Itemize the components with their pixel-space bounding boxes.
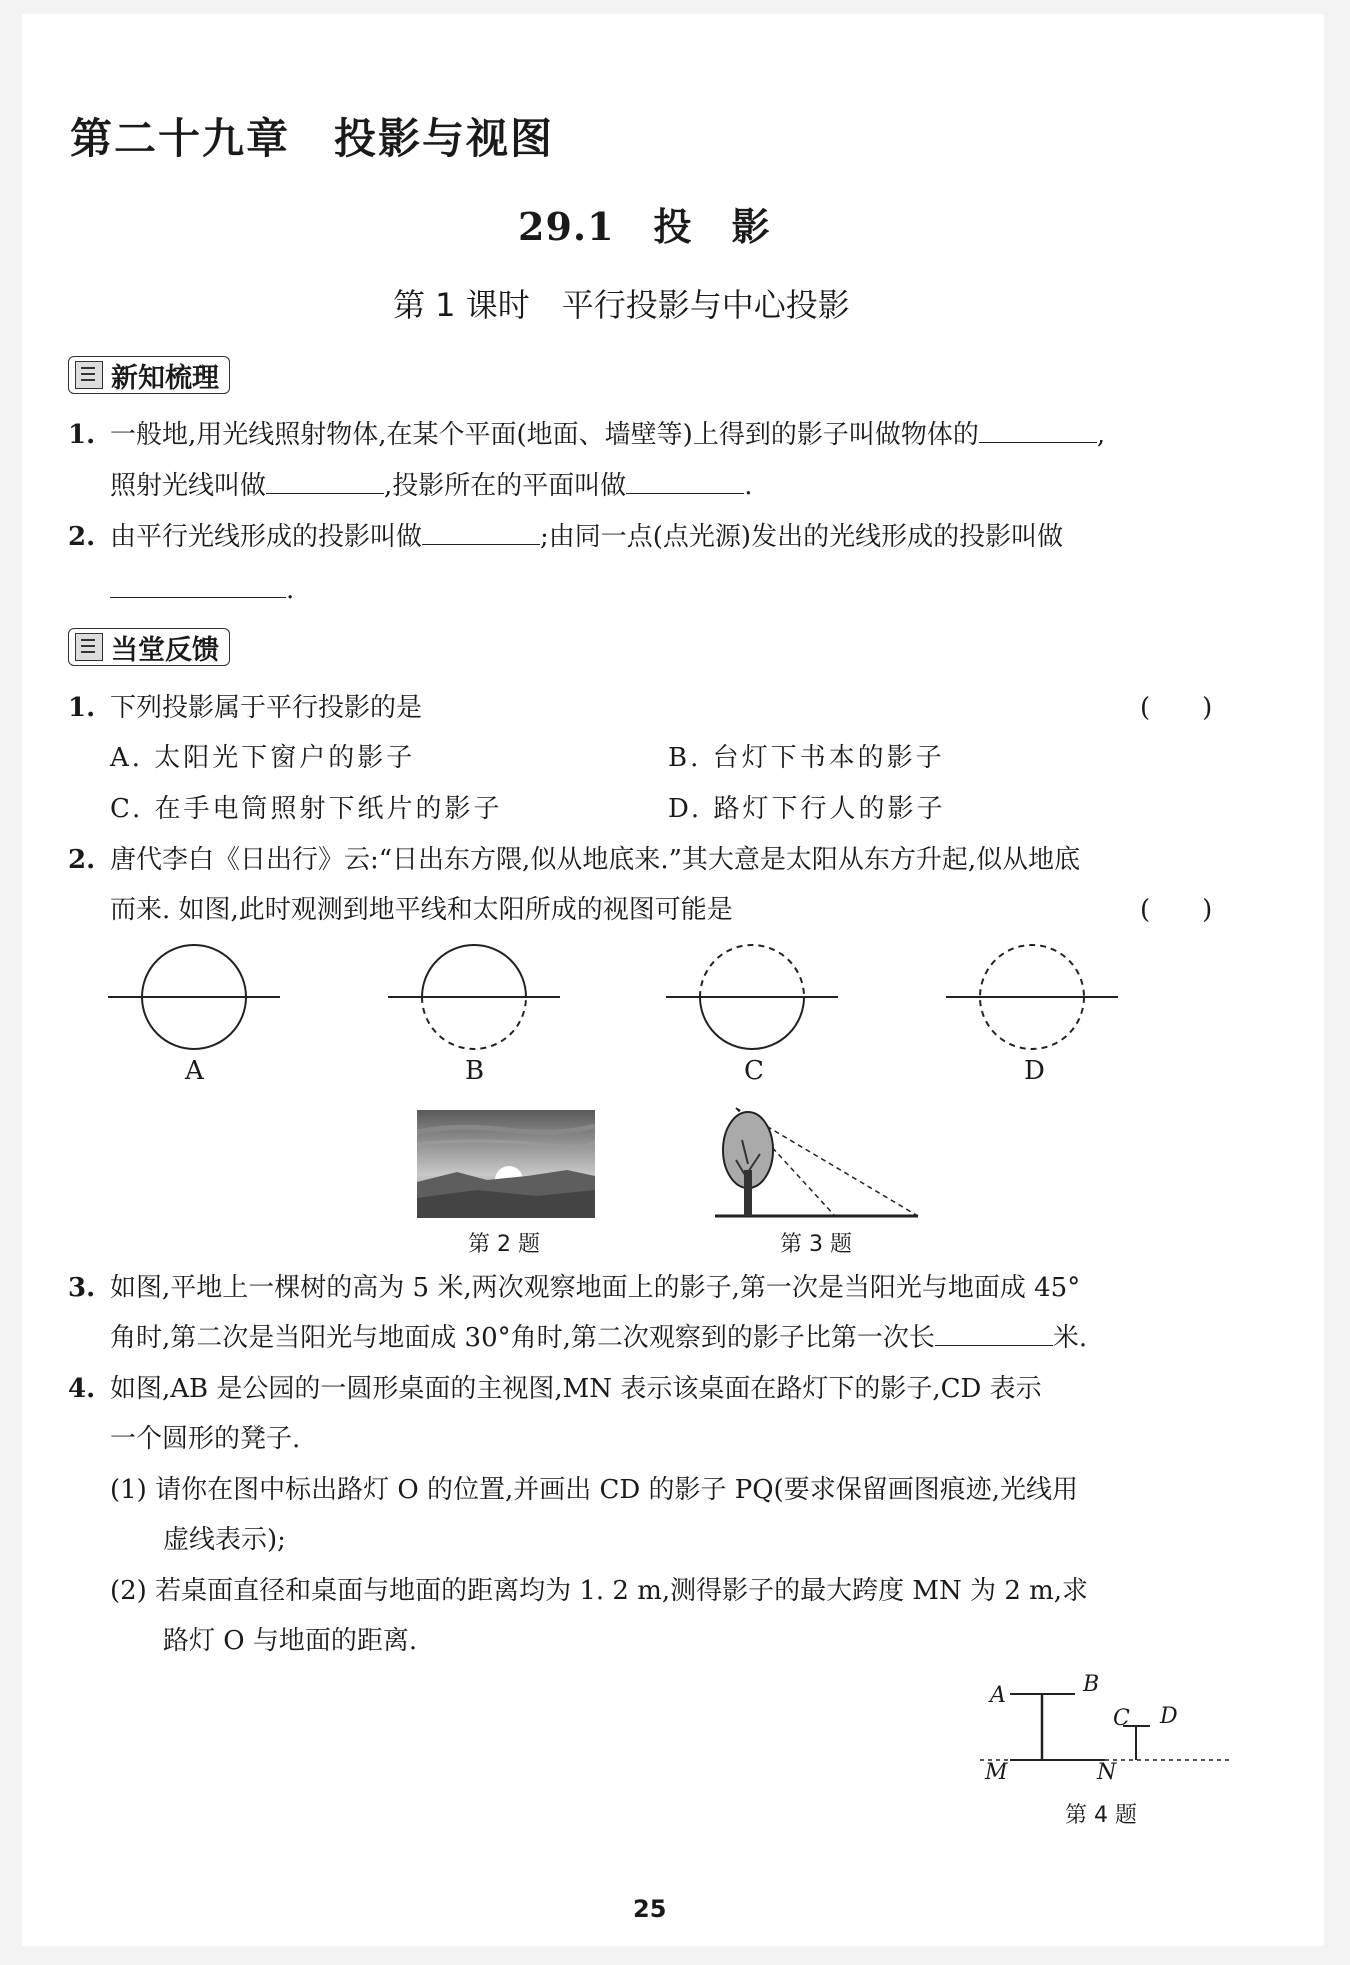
s1-q2-line1 [110,517,1063,557]
answer-blank[interactable] [935,1319,1053,1346]
label-c: C [1113,1706,1130,1731]
s2-q2-num [68,840,95,880]
s2-q1-text: 下列投影属于平行投影的是 [110,693,423,723]
label-m: M [985,1760,1008,1785]
figure-2-caption: 第 2 题 [468,1232,540,1257]
section-tag-new-knowledge [68,356,230,394]
figure-3-caption: 第 3 题 [780,1232,852,1257]
answer-blank[interactable] [266,467,384,494]
section-tag-label: 当堂反馈 [111,634,219,666]
sunrise-photo [417,1110,595,1218]
s2-q4-line1: 如图,AB 是公园的一圆形桌面的主视图,MN 表示该桌面在路灯下的影子,CD 表示 [110,1374,1042,1404]
s1-q1-line2 [110,466,753,506]
section-tag-label: 新知梳理 [111,362,219,394]
answer-paren[interactable]: ( ) [1140,693,1213,723]
label-n: N [1097,1760,1117,1785]
option-d[interactable]: D. 路灯下行人的影子 [668,794,946,824]
s2-q3-line1: 如图,平地上一棵树的高为 5 米,两次观察地面上的影子,第一次是当阳光与地面成 45° [110,1273,1081,1303]
book-icon [75,361,103,389]
question-text: 一般地,用光线照射物体,在某个平面(地面、墙壁等)上得到的影子叫做物体的 [110,420,979,450]
section-title: 29.1 投 影 [518,204,771,249]
option-d-figure[interactable] [946,945,1118,1049]
tree-shadow-figure [710,1100,925,1225]
s2-q2-line2: 而来. 如图,此时观测到地平线和太阳所成的视图可能是 [110,895,733,925]
label-a: A [990,1683,1006,1708]
pencil-icon [75,633,103,661]
question-text: 照射光线叫做 [110,471,267,501]
s1-q1-line1-text [110,415,1105,455]
answer-blank[interactable] [626,467,744,494]
answer-blank[interactable] [110,571,286,598]
label-b: B [1083,1672,1100,1697]
question-number: 3. [68,1273,96,1303]
s2-q2-line1: 唐代李白《日出行》云:“日出东方隈,似从地底来.”其大意是太阳从东方升起,似从地底 [110,845,1081,875]
page-number: 25 [633,1895,667,1923]
question-text: 米. [1052,1323,1088,1353]
option-label-c: C [744,1056,764,1086]
question-number: 1. [68,420,96,450]
option-b[interactable]: B. 台灯下书本的影子 [668,743,945,773]
s2-q4-num [68,1369,95,1409]
s1-q2-line2 [110,570,294,610]
sun-options-figure [100,940,1140,1090]
s1-q1-line1 [68,415,95,455]
s1-q2-num [68,517,95,557]
question-text: 角时,第二次是当阳光与地面成 30°角时,第二次观察到的影子比第一次长 [110,1323,935,1353]
question-number: 2. [68,522,96,552]
answer-paren[interactable]: ( ) [1140,895,1213,925]
answer-blank[interactable] [979,416,1097,443]
option-label-a: A [185,1056,204,1086]
question-text: ,投影所在的平面叫做 [384,471,627,501]
option-c[interactable]: C. 在手电筒照射下纸片的影子 [110,794,503,824]
option-a[interactable]: A. 太阳光下窗户的影子 [110,743,416,773]
section-tag-feedback [68,628,230,666]
punct: . [286,575,295,605]
s2-q4-part2-line2: 路灯 O 与地面的距离. [163,1626,418,1656]
s2-q3-line2 [110,1318,1087,1358]
label-d: D [1160,1704,1178,1729]
lesson-title: 第 1 课时 平行投影与中心投影 [393,286,850,324]
option-label-b: B [465,1056,485,1086]
question-text: 由平行光线形成的投影叫做 [110,522,423,552]
option-a-figure[interactable] [108,945,280,1049]
option-b-figure[interactable] [388,945,560,1049]
s2-q4-part1-line1: (1) 请你在图中标出路灯 O 的位置,并画出 CD 的影子 PQ(要求保留画图痕迹,光线用 [110,1475,1078,1505]
chapter-title: 第二十九章 投影与视图 [70,114,555,163]
question-text: ;由同一点(点光源)发出的光线形成的投影叫做 [540,522,1064,552]
punct: . [744,471,753,501]
s2-q4-part1-line2: 虚线表示); [163,1525,286,1555]
question-number: 4. [68,1374,96,1404]
figure-4-caption: 第 4 题 [1065,1803,1137,1828]
question-number: 1. [68,693,96,723]
s2-q4-line2: 一个圆形的凳子. [110,1424,301,1454]
option-c-figure[interactable] [666,945,838,1049]
s2-q3-num [68,1268,95,1308]
option-label-d: D [1024,1056,1045,1086]
punct: , [1096,420,1106,450]
answer-blank[interactable] [422,518,540,545]
s2-q4-part2-line1: (2) 若桌面直径和桌面与地面的距离均为 1. 2 m,测得影子的最大跨度 MN 为 2 m,求 [110,1576,1089,1606]
s2-q1-num [68,688,95,728]
question-number: 2. [68,845,96,875]
